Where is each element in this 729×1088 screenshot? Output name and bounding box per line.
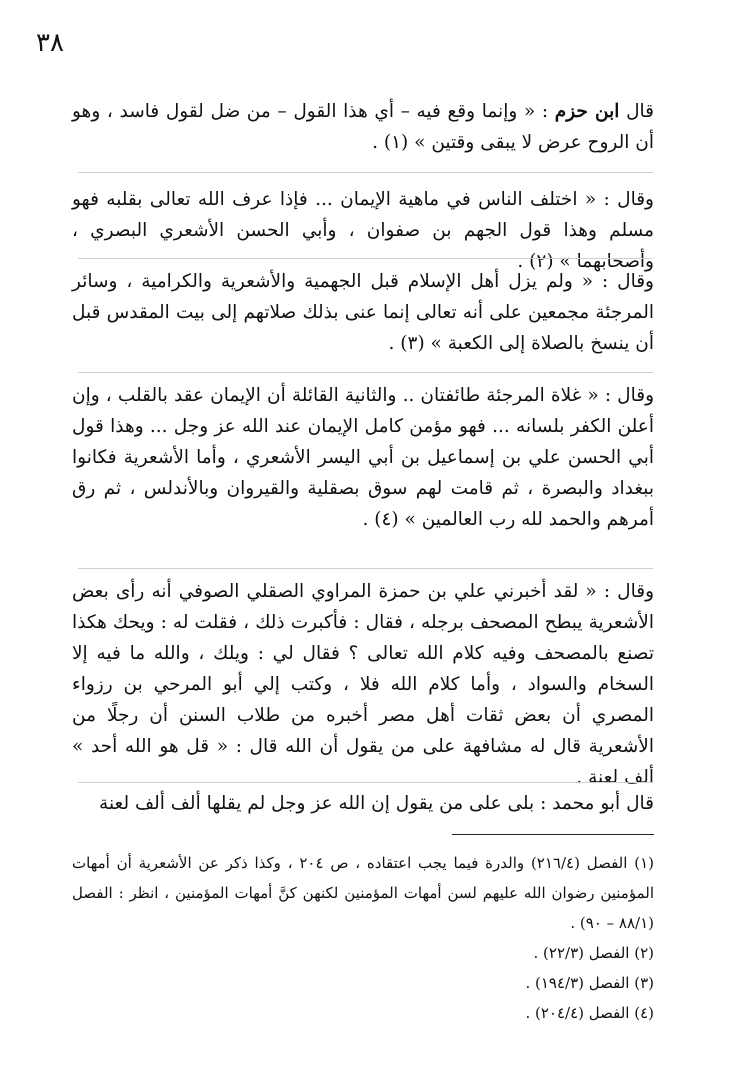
- paragraph-6: [72, 788, 654, 819]
- speaker-name: ابن حزم: [554, 101, 620, 122]
- footnote-2: (٢) الفصل (٢٢/٣) .: [533, 944, 654, 962]
- paragraph-1: [72, 96, 654, 158]
- paragraph-text: وقال : « اختلف الناس في ماهية الإيمان ... فإذا عرف الله تعالى بقلبه فهو مسلم وهذا قول الجهم بن صفوان ، وأبي الحسن الأشعري البصري ، وأصحابهما » (٢) .: [72, 189, 654, 272]
- paragraph-divider: [78, 568, 653, 569]
- footnote-3: (٣) الفصل (١٩٤/٣) .: [525, 974, 654, 992]
- paragraph-divider: [78, 782, 653, 783]
- paragraph-text: وقال : « غلاة المرجئة طائفتان .. والثانية القائلة أن الإيمان عقد بالقلب ، وإن أعلن الكفر بلسانه ... فهو مؤمن كامل الإيمان عند الله عز وجل ... وهذا قول أبي الحسن علي بن إسماعيل بن أبي اليسر الأشعري ، وأما الأشعرية فكانوا ببغداد والبصرة ، ثم قامت لهم سوق بصقلية والقيروان وبالأندلس ، ثم رق أمرهم والحمد لله رب العالمين » (٤) .: [72, 385, 654, 530]
- paragraph-text: وقال : « ولم يزل أهل الإسلام قبل الجهمية والأشعرية والكرامية ، وسائر المرجئة مجمعين على أنه تعالى إنما عنى بذلك صلاتهم إلى بيت المقدس قبل أن ينسخ بالصلاة إلى الكعبة » (٣) .: [72, 271, 654, 354]
- footnote-4: (٤) الفصل (٢٠٤/٤) .: [525, 1004, 654, 1022]
- paragraph-lead: قال: [626, 101, 654, 122]
- paragraph-2: [72, 184, 654, 277]
- paragraph-5: [72, 576, 654, 793]
- paragraph-text: قال أبو محمد : بلى على من يقول إن الله عز وجل لم يقلها ألف ألف لعنة: [99, 793, 654, 814]
- paragraph-text: وقال : « لقد أخبرني علي بن حمزة المراوي الصقلي الصوفي أنه رأى بعض الأشعرية يبطح المصحف برجله ، فقال : فأكبرت ذلك ، فقلت له : ويحك هكذا تصنع بالمصحف وفيه كلام الله تعالى ؟ فقال لي : ويلك ، والله ما فيه إلا السخام والسواد ، وأما كلام الله فلا ، وكتب إلي أبو المرحي بن رزواء المصري أن بعض ثقات أهل مصر أخبره من طلاب السنن أن رجلًا من الأشعرية قال له مشافهة على من يقول أن الله قال : « قل هو الله أحد » ألف لعنة .: [72, 581, 654, 788]
- footnote-rule: [452, 834, 654, 835]
- footnotes: [72, 848, 654, 1028]
- footnote-1: (١) الفصل (٢١٦/٤) والدرة فيما يجب اعتقاده ، ص ٢٠٤ ، وكذا ذكر عن الأشعرية أن أمهات المؤمنين رضوان الله عليهم لسن أمهات المؤمنين لكنهن كنَّ أمهات المؤمنين ، انظر : الفصل (٨٨/١ – ٩٠) .: [72, 854, 654, 932]
- paragraph-divider: [78, 172, 653, 173]
- paragraph-text: : « وإنما وقع فيه – أي هذا القول – من ضل لقول فاسد ، وهو أن الروح عرض لا يبقى وقتين » (١) .: [72, 101, 654, 153]
- paragraph-4: [72, 380, 654, 535]
- paragraph-divider: [78, 372, 653, 373]
- paragraph-divider: [78, 258, 653, 259]
- paragraph-3: [72, 266, 654, 359]
- page-number: ٣٨: [36, 28, 64, 58]
